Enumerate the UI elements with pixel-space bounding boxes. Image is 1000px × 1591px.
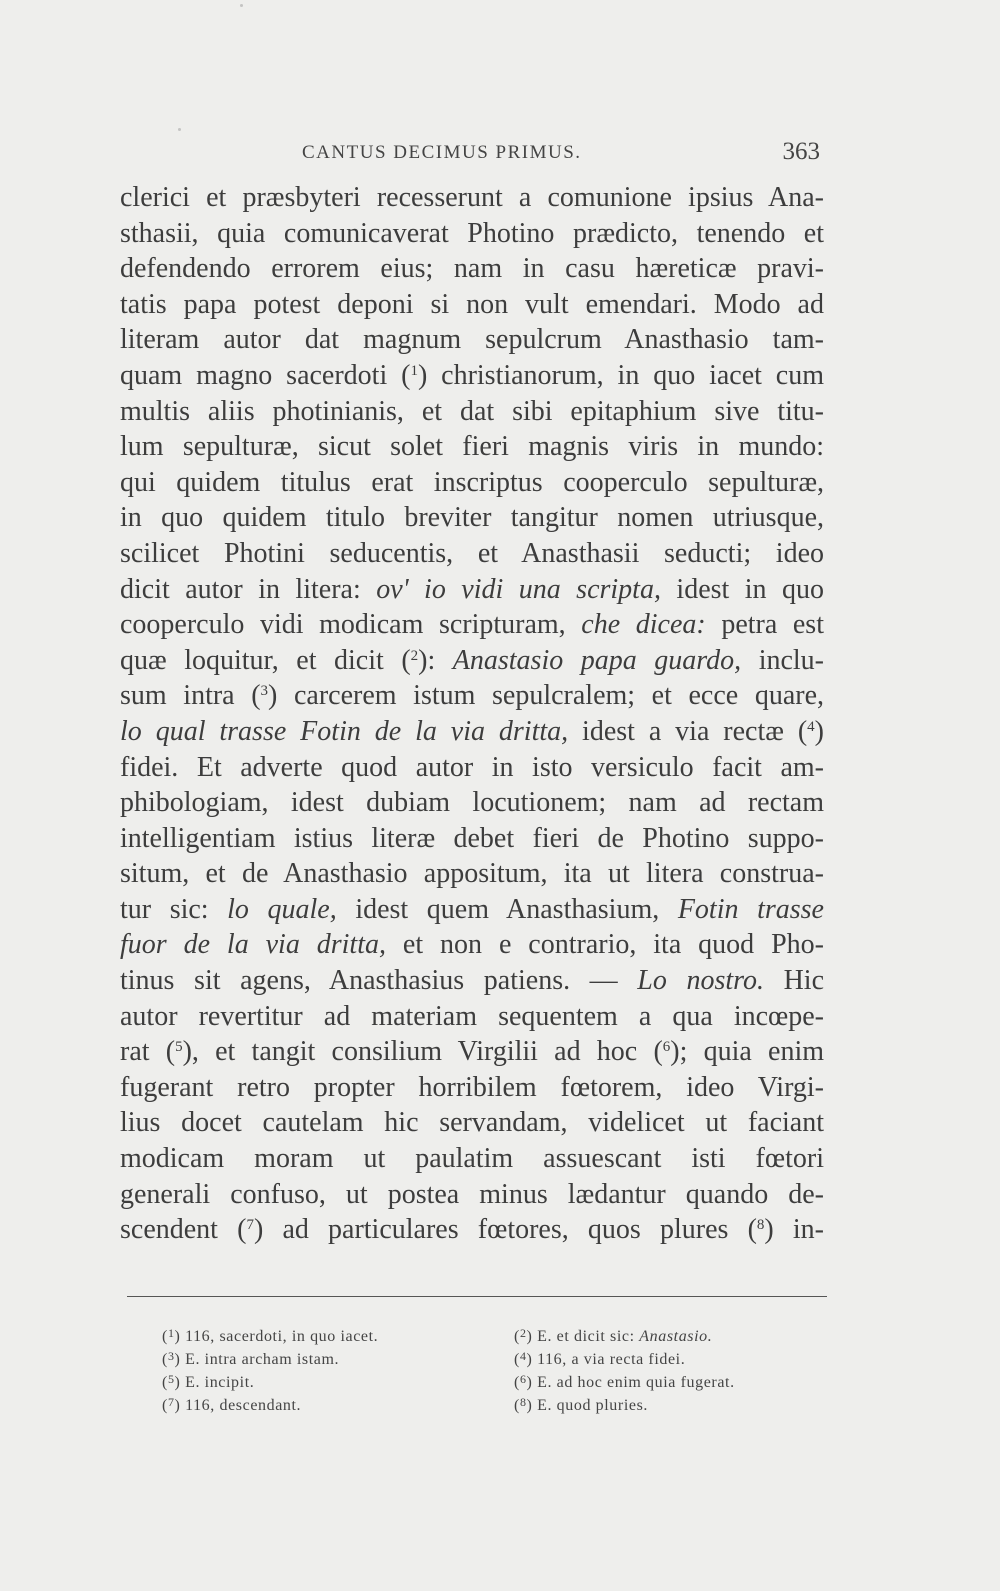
- italic-quote: lo quale,: [227, 893, 337, 925]
- text-run: ); quia enim: [670, 1036, 824, 1068]
- text-run: 116, sacerdoti, in quo iacet.: [185, 1328, 379, 1345]
- footnote-reference: 6: [662, 1039, 671, 1056]
- text-run: E. incipit.: [185, 1374, 255, 1391]
- footnote-paren: (: [514, 1351, 520, 1368]
- text-run: idest a via rectæ (: [568, 715, 808, 747]
- text-line: [120, 892, 824, 928]
- text-line: [120, 394, 824, 430]
- text-run: phibologiam, idest dubiam locutionem; nam ad rectam: [120, 787, 824, 819]
- text-line: [120, 607, 824, 643]
- text-run: in quo quidem titulo breviter tangitur nomen utriusque,: [120, 502, 824, 534]
- text-run: E. quod pluries.: [537, 1397, 648, 1414]
- footnote-paren: (: [162, 1397, 168, 1414]
- text-run: ) carcerem istum sepulcralem; et ecce quare,: [268, 680, 824, 712]
- text-run: sum intra (: [120, 680, 261, 712]
- text-run: tinus sit agens, Anasthasius patiens. —: [120, 965, 638, 997]
- footnote-paren: (: [162, 1328, 168, 1345]
- text-line: [120, 714, 824, 750]
- footnote: [162, 1391, 502, 1414]
- footnote: [514, 1368, 854, 1391]
- footnote-rule: [127, 1296, 827, 1297]
- footnote-reference: 4: [807, 718, 815, 735]
- footnote-paren: ): [526, 1397, 538, 1414]
- text-run: scendent (: [120, 1214, 247, 1246]
- footnote-mark: 4: [519, 1349, 527, 1363]
- text-run: ): [814, 715, 824, 747]
- text-run: 116, a via recta fidei.: [537, 1351, 686, 1368]
- text-run: cooperculo vidi modicam scripturam,: [120, 609, 582, 641]
- text-line: [120, 1177, 824, 1213]
- footnote-mark: 2: [519, 1326, 527, 1340]
- text-run: multis aliis photinianis, et dat sibi epitaphium sive titu-: [120, 395, 824, 427]
- text-run: ) in-: [764, 1214, 824, 1246]
- footnote-paren: (: [162, 1351, 168, 1368]
- text-run: idest in quo: [660, 573, 824, 605]
- text-line: [120, 750, 824, 786]
- text-run: literam autor dat magnum sepulcrum Anasthasio tam-: [120, 324, 824, 356]
- text-line: [120, 1070, 824, 1106]
- text-run: clerici et præsbyteri recesserunt a comunione ipsius Ana-: [120, 182, 824, 213]
- text-line: [120, 678, 824, 714]
- text-run: E. et dicit sic:: [537, 1328, 640, 1345]
- text-run: autor revertitur ad materiam sequentem a qua incœpe-: [120, 1000, 824, 1032]
- italic-quote: Lo nostro.: [637, 965, 764, 997]
- text-line: [120, 785, 824, 821]
- footnote-mark: 6: [519, 1372, 527, 1386]
- text-line: [120, 287, 824, 323]
- text-run: tatis papa potest deponi si non vult emendari. Modo ad: [120, 288, 824, 320]
- footnote-paren: (: [162, 1374, 168, 1391]
- paper-speck: [240, 4, 243, 7]
- text-line: [120, 465, 824, 501]
- text-line: [120, 358, 824, 394]
- text-line: [120, 1105, 824, 1141]
- footnote-reference: 3: [260, 683, 269, 700]
- text-line: [120, 216, 824, 252]
- paper-speck: [178, 128, 181, 131]
- text-line: [120, 1034, 824, 1070]
- text-run: ) christianorum, in quo iacet cum: [417, 359, 824, 391]
- text-run: ) ad particulares fœtores, quos plures (: [253, 1214, 757, 1246]
- footnote-paren: ): [174, 1328, 186, 1345]
- italic-quote: Anastasio papa guardo,: [452, 644, 742, 676]
- footnote-mark: 5: [167, 1372, 175, 1386]
- text-line: [120, 251, 824, 287]
- text-run: ), et tangit consilium Virgilii ad hoc (: [182, 1036, 663, 1068]
- text-run: rat (: [120, 1036, 176, 1068]
- text-run: modicam moram ut paulatim assuescant isti fœtori: [120, 1143, 824, 1175]
- italic-quote: fuor de la via dritta,: [120, 929, 386, 961]
- footnote-paren: ): [174, 1351, 186, 1368]
- text-run: fugerant retro propter horribilem fœtorem, ideo Virgi-: [120, 1071, 824, 1103]
- body-text: [120, 180, 824, 1248]
- page-number: 363: [782, 138, 820, 165]
- text-line: [120, 572, 824, 608]
- footnote: [514, 1345, 854, 1368]
- text-line: [120, 322, 824, 358]
- text-line: [120, 821, 824, 857]
- text-run: quam magno sacerdoti (: [120, 359, 411, 391]
- text-run: Hic: [763, 965, 824, 997]
- text-run: petra est: [705, 609, 824, 641]
- footnote: [162, 1368, 502, 1391]
- footnotes-left-column: [162, 1322, 502, 1414]
- text-run: E. intra archam istam.: [185, 1351, 340, 1368]
- running-head: CANTUS DECIMUS PRIMUS.: [302, 142, 582, 163]
- text-run: tur sic:: [120, 893, 228, 925]
- page-header: [120, 138, 820, 174]
- text-run: E. ad hoc enim quia fugerat.: [537, 1374, 735, 1391]
- text-line: [120, 1212, 824, 1248]
- italic-quote: ov' io vidi una scripta,: [376, 573, 661, 605]
- footnote-paren: ): [526, 1328, 538, 1345]
- text-line: [120, 927, 824, 963]
- text-run: generali confuso, ut postea minus lædantur quando de-: [120, 1178, 824, 1210]
- text-run: intelligentiam istius literæ debet fieri de Photino suppo-: [120, 822, 824, 854]
- text-run: qui quidem titulus erat inscriptus cooperculo sepulturæ,: [120, 466, 824, 498]
- text-line: [120, 1141, 824, 1177]
- text-run: idest quem Anasthasium,: [336, 893, 678, 925]
- text-line: [120, 999, 824, 1035]
- italic-quote: che dicea:: [581, 609, 706, 641]
- text-run: dicit autor in litera:: [120, 573, 377, 605]
- italic-quote: Anastasio.: [639, 1328, 713, 1345]
- text-run: 116, descendant.: [185, 1397, 302, 1414]
- footnote-paren: (: [514, 1397, 520, 1414]
- italic-quote: lo qual trasse Fotin de la via dritta,: [120, 715, 569, 747]
- text-run: inclu-: [741, 644, 824, 676]
- footnote-paren: ): [526, 1351, 538, 1368]
- footnote-reference: 7: [246, 1217, 254, 1234]
- text-run: quæ loquitur, et dicit (: [120, 644, 411, 676]
- text-run: et non e contrario, ita quod Pho-: [386, 929, 824, 961]
- footnotes-right-column: [514, 1322, 854, 1414]
- footnote-paren: (: [514, 1328, 520, 1345]
- footnote-mark: 3: [167, 1349, 175, 1363]
- footnote: [162, 1345, 502, 1368]
- text-line: [120, 963, 824, 999]
- text-line: [120, 643, 824, 679]
- footnote-mark: 8: [519, 1395, 527, 1409]
- text-run: situm, et de Anasthasio appositum, ita ut litera construa-: [120, 858, 824, 890]
- footnote-reference: 5: [175, 1039, 183, 1056]
- footnote-reference: 8: [756, 1217, 765, 1234]
- footnote: [162, 1322, 502, 1345]
- footnote-reference: 2: [410, 647, 419, 664]
- text-line: [120, 536, 824, 572]
- footnote-reference: 1: [410, 362, 418, 379]
- text-run: ):: [418, 644, 453, 676]
- text-line: [120, 180, 824, 216]
- text-run: defendendo errorem eius; nam in casu hæreticæ pravi-: [120, 253, 824, 285]
- text-line: [120, 856, 824, 892]
- text-run: fidei. Et adverte quod autor in isto versiculo facit am-: [120, 751, 824, 783]
- text-run: lius docet cautelam hic servandam, videlicet ut faciant: [120, 1107, 824, 1139]
- text-run: lum sepulturæ, sicut solet fieri magnis viris in mundo:: [120, 431, 824, 463]
- footnote: [514, 1322, 854, 1345]
- text-line: [120, 500, 824, 536]
- text-line: [120, 429, 824, 465]
- footnote-paren: (: [514, 1374, 520, 1391]
- footnote: [514, 1391, 854, 1414]
- footnote-mark: 1: [167, 1326, 175, 1340]
- text-run: scilicet Photini seducentis, et Anasthasii seducti; ideo: [120, 537, 824, 569]
- text-run: sthasii, quia comunicaverat Photino prædicto, tenendo et: [120, 217, 824, 249]
- italic-quote: Fotin trasse: [677, 893, 824, 925]
- footnote-paren: ): [174, 1397, 186, 1414]
- footnote-paren: ): [174, 1374, 186, 1391]
- footnote-mark: 7: [167, 1395, 175, 1409]
- footnote-paren: ): [526, 1374, 538, 1391]
